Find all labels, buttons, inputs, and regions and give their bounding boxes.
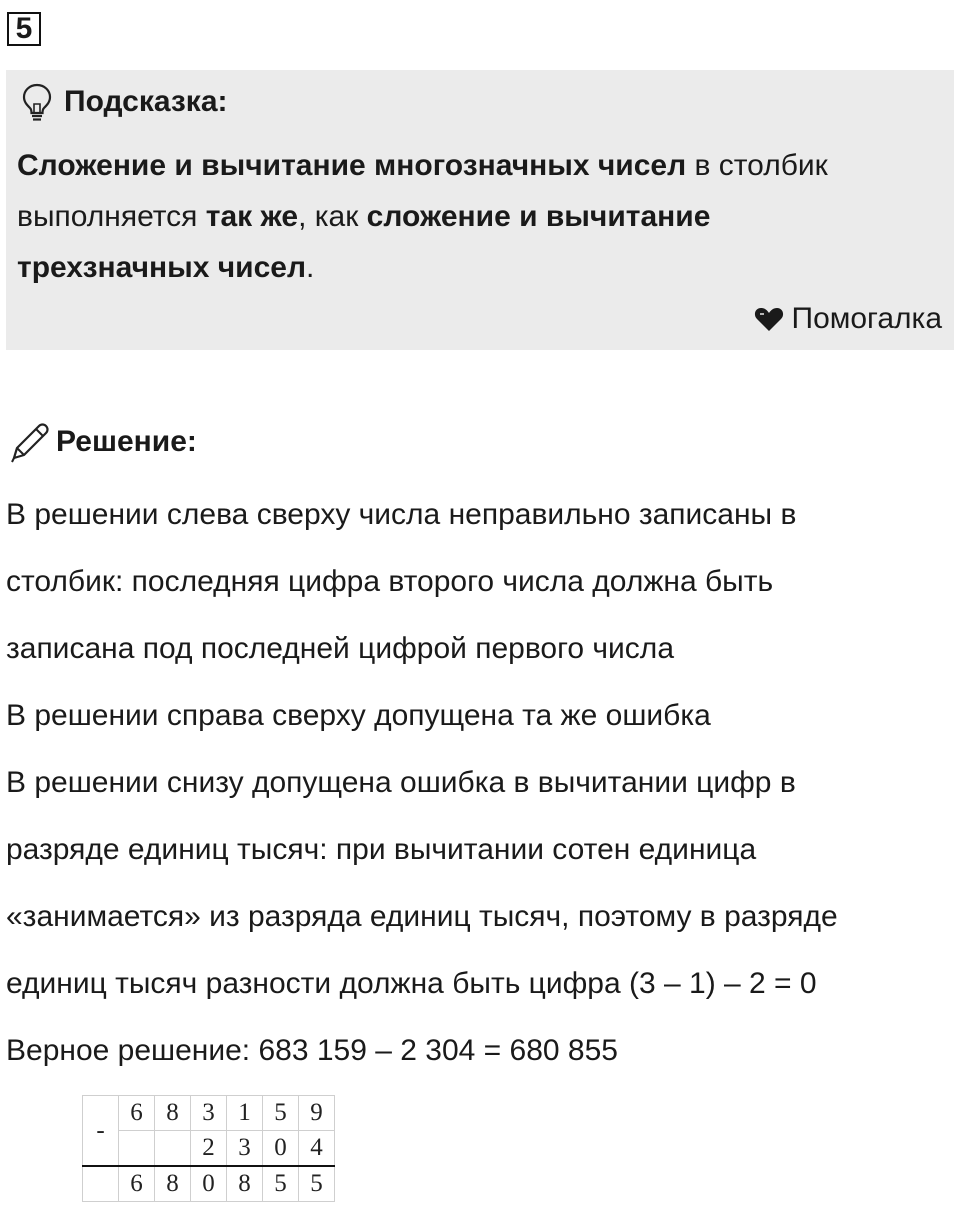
column-subtraction <box>82 1095 335 1202</box>
digit-cell: 8 <box>227 1166 263 1202</box>
digit-cell: 0 <box>263 1131 299 1167</box>
hint-box <box>6 70 954 350</box>
hint-text-2: выполняется <box>17 200 206 233</box>
digit-cell: 8 <box>155 1166 191 1202</box>
hint-text-1: в столбик <box>686 149 828 182</box>
hint-text-3: , как <box>298 200 367 233</box>
digit-cell: 1 <box>227 1096 263 1131</box>
digit-cell: 9 <box>299 1096 335 1131</box>
digit-cell <box>155 1131 191 1167</box>
credit-label: Помогалка <box>791 302 942 335</box>
credit <box>754 302 943 336</box>
hint-bold-2: так же <box>205 200 299 233</box>
difference-row <box>83 1166 335 1202</box>
digit-cell: 5 <box>299 1166 335 1202</box>
solution-line: записана под последней цифрой первого числа <box>6 632 674 665</box>
solution-line: столбик: последняя цифра второго числа должна быть <box>6 565 774 598</box>
digit-cell: 8 <box>155 1096 191 1131</box>
hint-text-4: . <box>306 251 315 284</box>
hint-header <box>20 82 228 122</box>
solution-line: В решении слева сверху числа неправильно записаны в <box>6 498 797 531</box>
digit-cell: 4 <box>299 1131 335 1167</box>
solution-text <box>6 481 951 1084</box>
hint-title: Подсказка: <box>64 85 228 118</box>
digit-cell: 5 <box>263 1166 299 1202</box>
minus-sign: - <box>83 1096 119 1167</box>
hint-text <box>17 140 937 293</box>
solution-line: Верное решение: 683 159 – 2 304 = 680 855 <box>6 1034 618 1067</box>
digit-cell: 5 <box>263 1096 299 1131</box>
digit-cell: 0 <box>191 1166 227 1202</box>
lightbulb-icon <box>20 82 54 122</box>
solution-line: единиц тысяч разности должна быть цифра (3 – 1) – 2 = 0 <box>6 967 817 1000</box>
hint-bold-1: Сложение и вычитание многозначных чисел <box>17 149 687 182</box>
empty-cell <box>83 1166 119 1202</box>
digit-cell: 2 <box>191 1131 227 1167</box>
solution-line: разряде единиц тысяч: при вычитании сотен единица <box>6 833 757 866</box>
digit-cell: 6 <box>119 1096 155 1131</box>
task-number: 5 <box>7 12 41 46</box>
solution-title: Решение: <box>56 425 197 458</box>
digit-cell: 3 <box>227 1131 263 1167</box>
minuend-row <box>83 1096 335 1131</box>
digit-cell: 6 <box>119 1166 155 1202</box>
pencil-icon <box>8 420 50 464</box>
subtrahend-row <box>83 1131 335 1167</box>
digit-cell <box>119 1131 155 1167</box>
solution-line: В решении справа сверху допущена та же ошибка <box>6 699 711 732</box>
hint-bold-3: сложение и вычитание <box>366 200 711 233</box>
digit-cell: 3 <box>191 1096 227 1131</box>
solution-line: «занимается» из разряда единиц тысяч, поэтому в разряде <box>6 900 838 933</box>
heart-icon <box>754 306 784 332</box>
solution-header <box>8 420 197 464</box>
hint-bold-4: трехзначных чисел <box>17 251 307 284</box>
solution-line: В решении снизу допущена ошибка в вычитании цифр в <box>6 766 796 799</box>
